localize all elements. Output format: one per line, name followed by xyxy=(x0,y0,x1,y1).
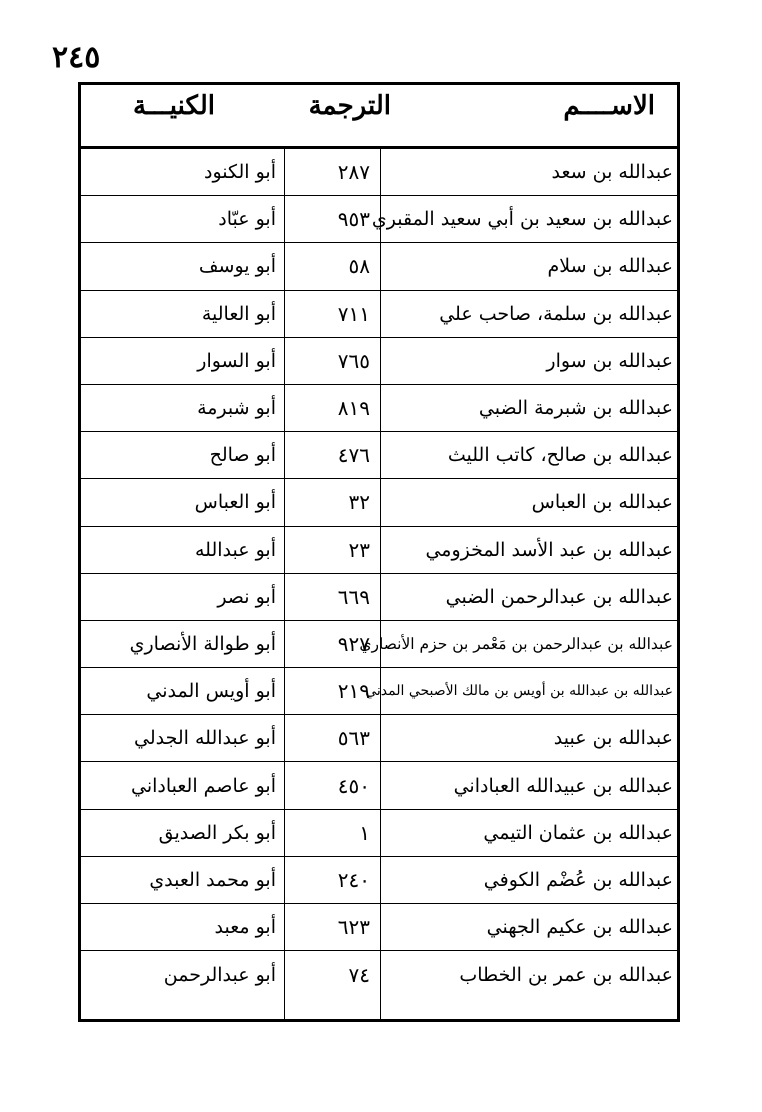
name-cell: عبدالله بن صالح، كاتب الليث xyxy=(447,444,673,467)
table-row xyxy=(81,857,677,904)
tarjama-number-cell: ٣٢ xyxy=(348,490,370,515)
header-tarjama: الترجمة xyxy=(308,91,391,121)
tarjama-number-cell: ٧٤ xyxy=(348,962,370,987)
table-row xyxy=(81,621,677,668)
kunya-cell: أبو العباس xyxy=(194,491,276,514)
table-row xyxy=(81,432,677,479)
kunya-cell: أبو عاصم العباداني xyxy=(131,774,276,797)
tarjama-number-cell: ٢٣ xyxy=(348,537,370,562)
kunya-cell: أبو السوار xyxy=(197,349,276,372)
tarjama-number-cell: ٢٤٠ xyxy=(337,867,370,892)
name-cell: عبدالله بن عبدالرحمن الضبي xyxy=(445,585,673,608)
name-cell: عبدالله بن سلمة، صاحب علي xyxy=(439,302,673,325)
table-row xyxy=(81,527,677,574)
table-body xyxy=(81,149,677,998)
table-row xyxy=(81,762,677,809)
kunya-cell: أبو عبدالرحمن xyxy=(163,963,276,986)
kunya-cell: أبو شبرمة xyxy=(197,397,276,420)
name-cell: عبدالله بن سلام xyxy=(547,255,673,278)
tarjama-number-cell: ٢١٩ xyxy=(337,679,370,704)
name-cell: عبدالله بن العباس xyxy=(531,491,673,514)
table-row xyxy=(81,149,677,196)
table-row xyxy=(81,385,677,432)
table-row xyxy=(81,338,677,385)
tarjama-number-cell: ٧١١ xyxy=(337,301,370,326)
header-kunya: الكنيـــة xyxy=(133,91,215,121)
tarjama-number-cell: ٥٨ xyxy=(348,254,370,279)
tarjama-number-cell: ٦٢٣ xyxy=(337,915,370,940)
name-cell: عبدالله بن سعد xyxy=(551,161,673,184)
index-table xyxy=(78,82,680,1022)
kunya-cell: أبو محمد العبدي xyxy=(149,868,276,891)
table-header xyxy=(81,85,677,149)
kunya-cell: أبو أويس المدني xyxy=(146,680,276,703)
kunya-cell: أبو بكر الصديق xyxy=(158,821,276,844)
name-cell: عبدالله بن عبدالله بن أويس بن مالك الأصبحي المدني xyxy=(365,683,673,700)
tarjama-number-cell: ٨١٩ xyxy=(337,396,370,421)
name-cell: عبدالله بن شبرمة الضبي xyxy=(478,397,673,420)
table-row xyxy=(81,951,677,998)
tarjama-number-cell: ٩٢٧ xyxy=(337,631,370,656)
name-cell: عبدالله بن عبيدالله العباداني xyxy=(453,774,673,797)
tarjama-number-cell: ٤٥٠ xyxy=(337,773,370,798)
tarjama-number-cell: ٥٦٣ xyxy=(337,726,370,751)
page-number: ٢٤٥ xyxy=(52,40,101,75)
tarjama-number-cell: ٢٨٧ xyxy=(337,160,370,185)
tarjama-number-cell: ٦٦٩ xyxy=(337,584,370,609)
tarjama-number-cell: ١ xyxy=(359,820,370,845)
table-row xyxy=(81,715,677,762)
kunya-cell: أبو عبدالله xyxy=(194,538,276,561)
tarjama-number-cell: ٩٥٣ xyxy=(337,207,370,232)
table-row xyxy=(81,196,677,243)
table-row xyxy=(81,668,677,715)
table-row xyxy=(81,243,677,290)
kunya-cell: أبو عبدالله الجدلي xyxy=(134,727,276,750)
table-row xyxy=(81,574,677,621)
name-cell: عبدالله بن عثمان التيمي xyxy=(483,821,673,844)
tarjama-number-cell: ٤٧٦ xyxy=(337,443,370,468)
table-row xyxy=(81,291,677,338)
kunya-cell: أبو العالية xyxy=(201,302,276,325)
table-row xyxy=(81,810,677,857)
table-row xyxy=(81,904,677,951)
name-cell: عبدالله بن عبدالرحمن بن مَعْمر بن حزم الأنصاري xyxy=(359,634,673,653)
table-row xyxy=(81,479,677,526)
name-cell: عبدالله بن عبيد xyxy=(553,727,673,750)
header-name: الاســــم xyxy=(563,91,655,121)
kunya-cell: أبو طوالة الأنصاري xyxy=(129,632,276,655)
kunya-cell: أبو معبد xyxy=(214,916,276,939)
name-cell: عبدالله بن سوار xyxy=(546,349,673,372)
tarjama-number-cell: ٧٦٥ xyxy=(337,348,370,373)
kunya-cell: أبو نصر xyxy=(217,585,276,608)
name-cell: عبدالله بن سعيد بن أبي سعيد المقبري xyxy=(371,208,673,231)
kunya-cell: أبو صالح xyxy=(209,444,276,467)
kunya-cell: أبو عبّاد xyxy=(218,208,276,231)
kunya-cell: أبو الكنود xyxy=(204,161,276,184)
name-cell: عبدالله بن عكيم الجهني xyxy=(486,916,673,939)
kunya-cell: أبو يوسف xyxy=(198,255,276,278)
name-cell: عبدالله بن عمر بن الخطاب xyxy=(459,963,673,986)
name-cell: عبدالله بن عبد الأسد المخزومي xyxy=(425,538,673,561)
name-cell: عبدالله بن عُضْم الكوفي xyxy=(483,868,673,891)
